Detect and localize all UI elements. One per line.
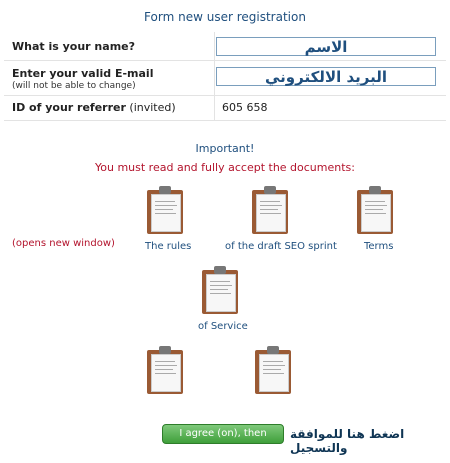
document-link-rules[interactable]: The rules — [145, 241, 192, 252]
important-heading: Important! — [195, 142, 255, 155]
rules-document-icon[interactable] — [145, 186, 185, 234]
document-link-of-service[interactable]: of Service — [198, 321, 248, 332]
terms-document-icon[interactable] — [355, 186, 395, 234]
referrer-value: 605 658 — [222, 101, 268, 114]
email-label: Enter your valid E-mail — [12, 67, 154, 80]
column-divider — [214, 32, 215, 120]
accept-warning: You must read and fully accept the documents: — [95, 161, 355, 174]
agree-button[interactable]: I agree (on), then — [162, 424, 284, 444]
name-label: What is your name? — [12, 40, 135, 53]
referrer-label: ID of your referrer — [12, 101, 126, 114]
extra-document-icon-2[interactable] — [253, 346, 293, 394]
name-input[interactable] — [216, 37, 436, 56]
extra-document-icon-1[interactable] — [145, 346, 185, 394]
referrer-suffix: (invited) — [129, 101, 176, 114]
name-input-value: الاسم — [304, 38, 348, 56]
opens-new-window-note: (opens new window) — [12, 238, 115, 249]
document-link-terms[interactable]: Terms — [364, 241, 394, 252]
service-document-icon[interactable] — [200, 266, 240, 314]
agree-note: اضغط هنا للموافقة والتسجيل — [290, 427, 405, 455]
email-sublabel: (will not be able to change) — [12, 81, 136, 91]
email-input-value: البريد الالكتروني — [265, 68, 387, 86]
form-title: Form new user registration — [144, 10, 306, 24]
seo-sprint-document-icon[interactable] — [250, 186, 290, 234]
email-input[interactable] — [216, 67, 436, 86]
document-link-seo-sprint[interactable]: of the draft SEO sprint — [225, 241, 337, 252]
